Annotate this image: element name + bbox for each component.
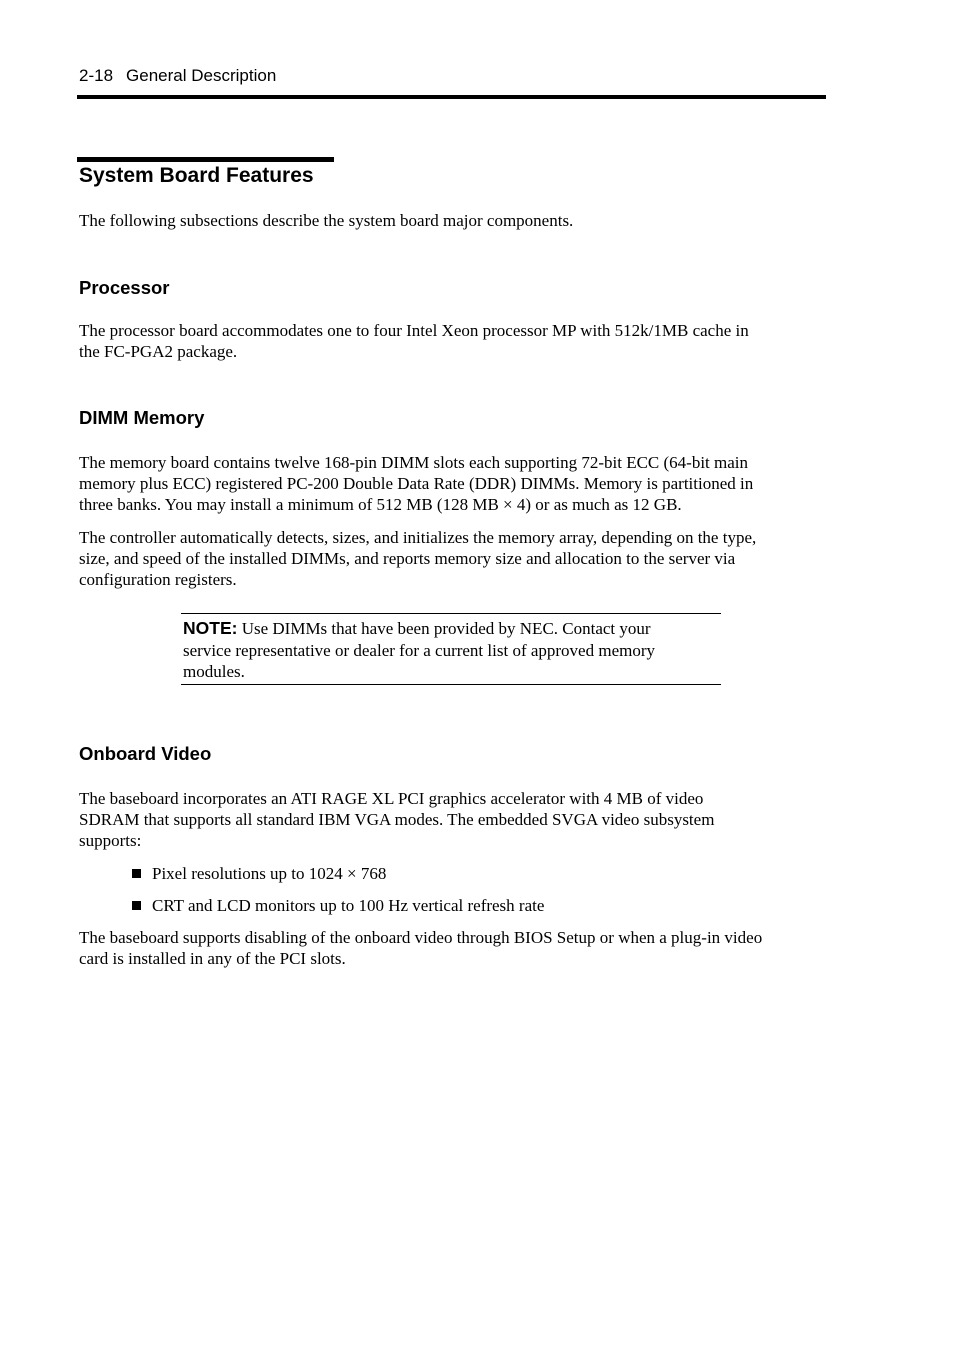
- running-header: [79, 66, 276, 86]
- text-line: configuration registers.: [79, 570, 237, 589]
- page-number: 2-18: [79, 66, 114, 85]
- text-line: The baseboard incorporates an ATI RAGE XL PCI graphics accelerator with 4 MB of video: [79, 789, 704, 808]
- header-rule: [77, 95, 826, 99]
- text-line: The memory board contains twelve 168-pin DIMM slots each supporting 72-bit ECC (64-bit main: [79, 453, 749, 472]
- chapter-title: General Description: [126, 66, 277, 85]
- processor-heading: Processor: [79, 277, 170, 298]
- list-item: [132, 863, 386, 884]
- text-line: supports:: [79, 831, 142, 850]
- square-bullet-icon: [132, 901, 141, 910]
- onboard-video-heading: Onboard Video: [79, 743, 212, 764]
- memory-paragraph-2: [79, 527, 827, 590]
- section-title: System Board Features: [79, 164, 314, 187]
- text-line: memory plus ECC) registered PC-200 Double Data Rate (DDR) DIMMs. Memory is partitioned in: [79, 474, 754, 493]
- text-line: service representative or dealer for a current list of approved memory: [183, 640, 656, 660]
- text-line: modules.: [183, 662, 245, 681]
- note-label: NOTE:: [183, 618, 238, 638]
- note-box: [181, 613, 721, 685]
- video-paragraph-2: [79, 927, 827, 969]
- memory-paragraph-1: [79, 452, 827, 515]
- video-paragraph-1: [79, 788, 827, 851]
- text-line: The controller automatically detects, sizes, and initializes the memory array, depending on the type,: [79, 528, 757, 547]
- section-intro: The following subsections describe the system board major components.: [79, 211, 574, 230]
- dimm-memory-heading: DIMM Memory: [79, 407, 205, 428]
- list-item: [132, 895, 544, 916]
- section-title-bar: [77, 157, 334, 162]
- square-bullet-icon: [132, 869, 141, 878]
- text-line: size, and speed of the installed DIMMs, and reports memory size and allocation to the server via: [79, 549, 736, 568]
- text-line: SDRAM that supports all standard IBM VGA modes. The embedded SVGA video subsystem: [79, 810, 715, 829]
- text-line: card is installed in any of the PCI slots.: [79, 949, 346, 968]
- text-line: Use DIMMs that have been provided by NEC. Contact your: [241, 619, 651, 638]
- text-line: the FC-PGA2 package.: [79, 342, 238, 361]
- list-item-text: Pixel resolutions up to 1024 × 768: [152, 864, 387, 883]
- note-text: [183, 618, 713, 683]
- list-item-text: CRT and LCD monitors up to 100 Hz vertical refresh rate: [152, 896, 545, 915]
- processor-paragraph: [79, 320, 827, 362]
- text-line: three banks. You may install a minimum of 512 MB (128 MB × 4) or as much as 12 GB.: [79, 495, 682, 514]
- text-line: The processor board accommodates one to four Intel Xeon processor MP with 512k/1MB cache in: [79, 321, 749, 340]
- text-line: The baseboard supports disabling of the onboard video through BIOS Setup or when a plug-in video: [79, 928, 763, 947]
